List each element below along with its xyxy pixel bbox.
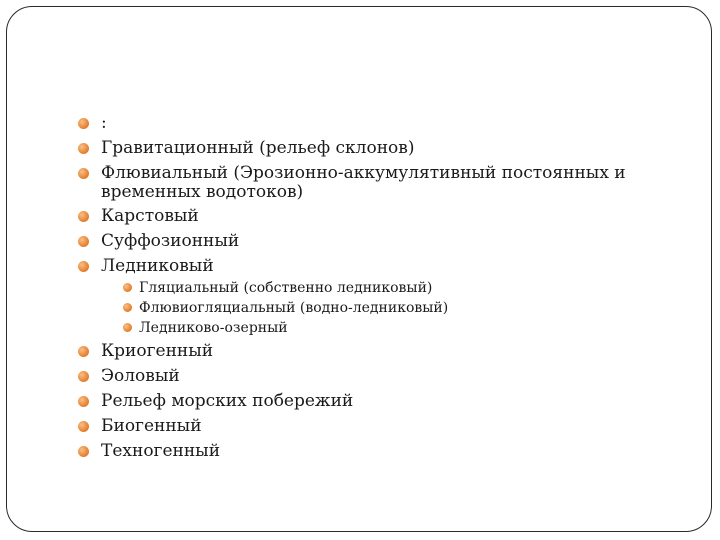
bullet-icon [78, 421, 89, 432]
list-item [78, 232, 678, 251]
list-item [78, 342, 678, 361]
list-item [78, 207, 678, 226]
list-item [78, 114, 678, 133]
list-item-text: Эоловый [101, 366, 180, 386]
bullet-icon [78, 261, 89, 272]
bullet-icon [78, 143, 89, 154]
list-item-text: Техногенный [101, 441, 221, 461]
list-item-text: Флювиальный (Эрозионно-аккумулятивный постоянных и временных водотоков) [101, 163, 626, 202]
sub-list-item-text: Гляциальный (собственно ледниковый) [139, 280, 433, 296]
list-item-text: Ледниковый [101, 256, 214, 276]
sub-list-item [123, 320, 678, 336]
list-item [78, 367, 678, 386]
bullet-icon [78, 168, 89, 179]
sub-list-item-text: Флювиогляциальный (водно-ледниковый) [139, 300, 449, 316]
bullet-icon [78, 236, 89, 247]
list-item-text: : [101, 113, 107, 133]
list-item [78, 442, 678, 461]
list-item-text: Рельеф морских побережий [101, 391, 354, 411]
bullet-list [78, 114, 678, 467]
bullet-icon [78, 371, 89, 382]
list-item-text: Биогенный [101, 416, 202, 436]
list-item [78, 257, 678, 276]
list-item-text: Суффозионный [101, 231, 240, 251]
bullet-icon [123, 323, 132, 332]
bullet-icon [78, 211, 89, 222]
sub-bullet-list [78, 280, 678, 336]
sub-list-item [123, 300, 678, 316]
list-item-text: Криогенный [101, 341, 214, 361]
bullet-icon [78, 118, 89, 129]
list-item [78, 392, 678, 411]
bullet-icon [123, 303, 132, 312]
bullet-icon [123, 283, 132, 292]
list-item [78, 164, 678, 202]
list-item [78, 417, 678, 436]
bullet-icon [78, 346, 89, 357]
list-item [78, 139, 678, 158]
list-item-text: Карстовый [101, 206, 199, 226]
sub-list-item [123, 280, 678, 296]
list-item-text: Гравитационный (рельеф склонов) [101, 138, 415, 158]
sub-list-item-text: Ледниково-озерный [139, 320, 288, 336]
bullet-icon [78, 396, 89, 407]
bullet-icon [78, 446, 89, 457]
